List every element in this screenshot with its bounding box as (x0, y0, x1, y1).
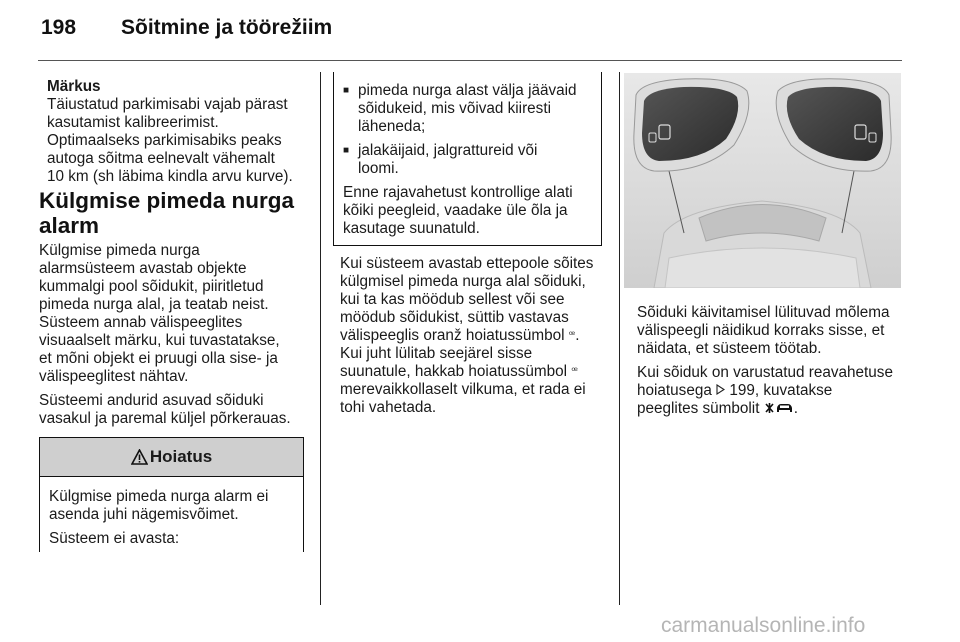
text-line: Kui sõiduk on varustatud reavahetuse (637, 364, 893, 381)
text-line: asenda juhi nägemisvõimet. (49, 506, 239, 523)
note-title: Märkus (47, 78, 101, 95)
text-line: suunatule, hakkab hoiatussümbol (340, 363, 568, 380)
column-divider-1 (320, 72, 321, 605)
note-line: Täiustatud parkimisabi vajab pärast (47, 96, 288, 113)
text-line: loomi. (358, 160, 399, 177)
blind-spot-warning-icon: ꟹ (571, 366, 578, 377)
blind-spot-warning-icon: ꟹ (568, 330, 576, 341)
text-line: kui ta kas möödub sellest või see (340, 291, 565, 308)
text-line: välispeeglitest nähtav. (39, 368, 189, 385)
text-line: näidata, et süsteem töötab. (637, 340, 822, 357)
text-line: Külgmise pimeda nurga (39, 242, 200, 259)
text-line: et mõni objekt ei pruugi olla sise- ja (39, 350, 278, 367)
text-line: peeglites sümbolit (637, 400, 760, 417)
header-rule (38, 60, 902, 61)
column-1-main (39, 188, 314, 434)
note-line: autoga sõitma eelnevalt vähemalt (47, 150, 275, 167)
lane-change-symbol-icon (764, 401, 794, 413)
text-line: tohi vahetada. (340, 399, 437, 416)
column-divider-2 (619, 72, 620, 605)
detection-paragraph: Kui süsteem avastab ettepoole sõites külgmisel pimeda nurga alal sõiduki, kui ta kas möödub sellest või see möödub sõidukist, süttib vastavas välispeeglis oranž hoiatussümbol ꟹ. Kui juht lülitab seejärel sisse suunatule, hakkab hoiatussümbol ꟹ merevaikkollaselt vilkuma, et rada ei tohi vahetada. (340, 255, 594, 416)
warning-continuation-box (333, 72, 602, 246)
page-reference-arrow-icon (716, 382, 725, 393)
punctuation: . (793, 400, 798, 417)
text-line: Kui juht lülitab seejärel sisse (340, 345, 533, 362)
text-line: vasakul ja paremal küljel põrkerauas. (39, 410, 291, 427)
text-line: Sõiduki käivitamisel lülituvad mõlema (637, 304, 890, 321)
text-line: välispeeglis oranž hoiatussümbol (340, 327, 565, 344)
text-line: Süsteemi andurid asuvad sõiduki (39, 392, 264, 409)
text-line: läheneda; (358, 118, 426, 135)
warning-triangle-icon (131, 449, 148, 465)
note-line: Optimaalseks parkimisabiks peaks (47, 132, 282, 149)
text-line: kõiki peegleid, vaadake üle õla ja (343, 202, 568, 219)
text-line: pimeda nurga alast välja jäävaid (358, 82, 577, 99)
note-line: kasutamist kalibreerimist. (47, 114, 219, 131)
warning-body (40, 477, 303, 548)
chapter-title: Sõitmine ja töörežiim (121, 16, 333, 39)
heading-line: alarm (39, 213, 100, 238)
text-line: sõidukeid, mis võivad kiiresti (358, 100, 551, 117)
page-reference[interactable]: 199, kuvatakse (729, 382, 833, 399)
text-line: kasutage suunatuld. (343, 220, 480, 237)
page-header (41, 16, 332, 40)
text-line: kummalgi pool sõidukit, piiritletud (39, 278, 264, 295)
column-1 (47, 78, 312, 186)
sensor-paragraph (39, 392, 314, 428)
text-line: Kui süsteem avastab ettepoole sõites (340, 255, 594, 272)
text-line: alarmsüsteem avastab objekte (39, 260, 247, 277)
text-line: merevaikkollaselt vilkuma, et rada ei (340, 381, 586, 398)
box-paragraph (343, 184, 595, 238)
text-line: Külgmise pimeda nurga alarm ei (49, 488, 269, 505)
column-2-main (340, 255, 612, 423)
text-line: hoiatusega (637, 382, 712, 399)
note-block (47, 78, 312, 186)
watermark: carmanualsonline.info (661, 614, 866, 637)
bullet-square-icon: ■ (343, 85, 350, 96)
heading-line: Külgmise pimeda nurga (39, 188, 295, 213)
bullet-square-icon: ■ (343, 145, 350, 156)
startup-paragraph (637, 304, 912, 358)
warning-box (39, 437, 304, 552)
bullet-item (343, 82, 595, 136)
text-line: pimeda nurga alal, ja teatab neist. (39, 296, 269, 313)
warning-header (40, 437, 303, 477)
intro-paragraph (39, 242, 314, 386)
column-3-main (637, 304, 912, 424)
text-line: välispeegli näidikud korraks sisse, et (637, 322, 885, 339)
text-line: jalakäijaid, jalgrattureid või (358, 142, 538, 159)
lane-change-paragraph (637, 364, 912, 418)
warning-text: Süsteem ei avasta: (49, 530, 180, 547)
section-heading (39, 188, 314, 238)
page-number: 198 (41, 16, 77, 39)
warning-title: Hoiatus (149, 447, 213, 466)
text-line: Süsteem annab välispeeglites (39, 314, 243, 331)
text-line: Enne rajavahetust kontrollige alati (343, 184, 573, 201)
text-line: külgmisel pimeda nurga alal sõiduki, (340, 273, 586, 290)
text-line: visuaalselt märku, kui tuvastatakse, (39, 332, 280, 349)
bullet-item (343, 142, 595, 178)
mirrors-illustration (624, 73, 901, 288)
note-line: 10 km (sh läbima kindla arvu kurve). (47, 168, 293, 185)
text-line: möödub sõidukist, süttib vastavas (340, 309, 569, 326)
